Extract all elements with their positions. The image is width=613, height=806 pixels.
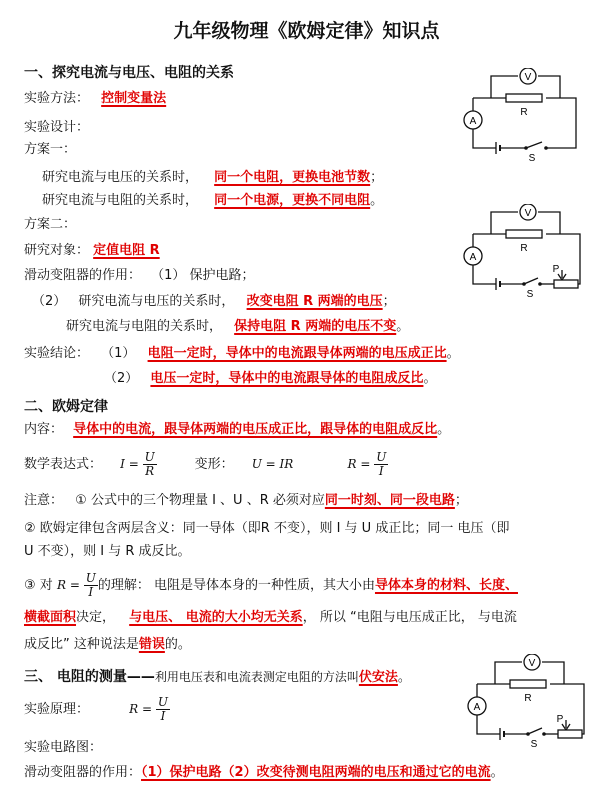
note3-line1 xyxy=(24,570,518,601)
rheostat-label: 滑动变阻器的作用： xyxy=(24,268,142,283)
resistor-label-2: R xyxy=(520,243,528,254)
note3-wrong: 错误 xyxy=(138,637,165,652)
note1-end: ； xyxy=(454,493,468,508)
rheostat-2-end: ； xyxy=(382,294,396,309)
note3-num: U xyxy=(85,571,96,585)
plan1-line2-end: 。 xyxy=(370,193,384,208)
conclusion-1-num: （1） xyxy=(101,346,136,361)
switch-label: S xyxy=(528,153,536,164)
law-content-row xyxy=(24,421,450,439)
note3-r: R xyxy=(56,578,66,592)
circuit-diagram-3 xyxy=(460,654,590,754)
plan1-line2 xyxy=(42,192,383,210)
plan2-label: 方案二： xyxy=(24,217,77,232)
note3-pre: ③ 对 xyxy=(24,578,53,593)
formula-main xyxy=(120,450,160,478)
conclusion-2-end: 。 xyxy=(423,371,437,386)
note3-answer3: 与电压、 电流的大小均无关系 xyxy=(129,610,303,625)
section3-heading-rest: 利用电压表和电流表测定电阻的方法叫 xyxy=(154,670,359,684)
conclusion-1: 电阻一定时，导体中的电流跟导体两端的电压成正比 xyxy=(147,346,447,361)
law-content-value: 导体中的电流，跟导体两端的电压成正比，跟导体的电阻成反比 xyxy=(73,422,438,437)
conclusion-2-num: （2） xyxy=(104,371,139,386)
formula-num: U xyxy=(144,450,155,464)
note3-line3 xyxy=(24,636,191,654)
resistor-label-3: R xyxy=(524,693,532,704)
resistor-symbol xyxy=(506,94,542,102)
section3-end: 。 xyxy=(397,670,411,685)
rheostat-3-text: 研究电流与电阻的关系时， xyxy=(66,319,223,334)
note3-fraction xyxy=(84,572,98,599)
principle-num: U xyxy=(157,695,169,709)
principle-r: R xyxy=(129,702,139,716)
switch-label-2: S xyxy=(526,289,534,300)
ammeter-label: A xyxy=(469,116,477,127)
s3-rheostat-label: 滑动变阻器的作用： xyxy=(24,765,142,780)
note2-line2: U 不变），则 I 与 R 成反比。 xyxy=(24,544,191,559)
s3-rheostat-value: （1）保护电路（2）改变待测电阻两端的电压和通过它的电流 xyxy=(141,765,491,780)
plan1-line2-answer: 同一个电源，更换不同电阻 xyxy=(214,193,371,208)
formula-label: 数学表达式： xyxy=(24,457,103,472)
design-label: 实验设计： xyxy=(24,120,90,135)
resistor-symbol-3 xyxy=(510,680,546,688)
note3-tail: ， 所以 “电阻与电压成正比， 与电流 xyxy=(302,610,517,625)
section3-heading-row xyxy=(24,668,411,687)
conclusion-label: 实验结论： xyxy=(24,346,90,361)
section2-heading: 二、欧姆定律 xyxy=(24,399,108,415)
slider-label-3: P xyxy=(556,714,564,725)
circuit-diagram-1 xyxy=(456,68,586,168)
note3-eq: = xyxy=(69,578,80,592)
method-label: 实验方法： xyxy=(24,91,90,106)
rheostat-row3 xyxy=(66,318,409,336)
plan1-line1-answer: 同一个电阻，更换电池节数 xyxy=(214,170,371,185)
conclusion-2: 电压一定时，导体中的电流跟导体的电阻成反比 xyxy=(150,371,424,386)
object-value: 定值电阻 R xyxy=(93,243,160,258)
rheostat-2-text: 研究电流与电压的关系时， xyxy=(78,294,235,309)
note1-answer: 同一时刻、同一段电路 xyxy=(324,493,455,508)
switch-label-3: S xyxy=(530,739,538,750)
note3-answer1: 导体本身的材料、长度、 xyxy=(374,578,518,593)
formula-r xyxy=(347,450,388,478)
voltmeter-label-3: V xyxy=(528,658,536,669)
law-content-label: 内容： xyxy=(24,422,64,437)
rheostat-2-num: （2） xyxy=(32,294,67,309)
note3-answer2: 横截面积 xyxy=(24,610,77,625)
section3-heading: 三、 电阻的测量—— xyxy=(24,669,155,685)
formula-eq: = xyxy=(128,457,139,471)
plan1-label: 方案一： xyxy=(24,142,77,157)
s3-rheostat-end: 。 xyxy=(490,765,504,780)
ammeter-label-2: A xyxy=(469,252,477,263)
formula-uir: U = IR xyxy=(251,457,294,471)
principle-row xyxy=(24,692,170,727)
plan1-line2-text: 研究电流与电阻的关系时， xyxy=(42,193,199,208)
resistor-label: R xyxy=(520,107,528,118)
rheostat-1: （1） 保护电路； xyxy=(151,268,255,283)
principle-label: 实验原理： xyxy=(24,702,90,717)
slider-label-2: P xyxy=(552,264,560,275)
s3-rheostat-row xyxy=(24,764,504,782)
note1-text: ① 公式中的三个物理量 I 、U 、R 必须对应 xyxy=(75,493,325,508)
note1-row xyxy=(24,492,468,510)
plan1-line1-text: 研究电流与电压的关系时， xyxy=(42,170,199,185)
formula-den: R xyxy=(145,464,155,478)
conclusion-row1 xyxy=(24,345,460,363)
note3-decide: 决定， xyxy=(76,610,116,625)
principle-den: I xyxy=(160,709,166,723)
note3-den: I xyxy=(88,585,94,599)
formula-r-fraction xyxy=(374,451,388,478)
rheostat-row1 xyxy=(24,267,255,285)
formula-i: I xyxy=(120,457,125,471)
section1-heading: 一、探究电流与电压、电阻的关系 xyxy=(24,65,234,81)
object-label: 研究对象： xyxy=(24,243,90,258)
formula-r-num: U xyxy=(376,450,387,464)
note3-line3-pre: 成反比” 这种说法是 xyxy=(24,637,139,652)
section3-method: 伏安法 xyxy=(358,670,398,685)
voltmeter-label: V xyxy=(524,72,532,83)
note-label: 注意： xyxy=(24,493,64,508)
principle-formula xyxy=(129,695,170,723)
ammeter-label-3: A xyxy=(473,702,481,713)
circuit-diagram-2 xyxy=(456,204,586,304)
plan1-line1-end: ； xyxy=(370,170,384,185)
object-row xyxy=(24,242,160,260)
principle-eq: = xyxy=(142,702,153,716)
formula-fraction xyxy=(143,451,157,478)
voltmeter-label-2: V xyxy=(524,208,532,219)
page-title: 九年级物理《欧姆定律》知识点 xyxy=(173,20,440,42)
rheostat-3-answer: 保持电阻 R 两端的电压不变 xyxy=(234,319,397,334)
rheostat-symbol-2 xyxy=(554,280,578,288)
transform-label: 变形： xyxy=(194,457,234,472)
plan1-line1 xyxy=(42,169,383,187)
note2-line1: ② 欧姆定律包含两层含义：同一导体（即R 不变），则 I 与 U 成正比；同一 电压（即 xyxy=(24,521,510,536)
circuit-diagram-label: 实验电路图： xyxy=(24,740,103,755)
rheostat-2-answer: 改变电阻 R 两端的电压 xyxy=(246,294,383,309)
rheostat-3-end: 。 xyxy=(396,319,410,334)
law-content-end: 。 xyxy=(437,422,451,437)
method-value: 控制变量法 xyxy=(101,91,167,106)
method-row xyxy=(24,90,166,108)
note3-formula xyxy=(56,571,98,599)
principle-fraction xyxy=(156,696,170,723)
formula-r-den: I xyxy=(378,464,384,478)
rheostat-row2 xyxy=(32,293,396,311)
conclusion-1-end: 。 xyxy=(446,346,460,361)
formula-r-eq: = xyxy=(360,457,371,471)
rheostat-symbol-3 xyxy=(558,730,582,738)
conclusion-row2 xyxy=(104,370,436,388)
note3-line2 xyxy=(24,609,517,627)
note3-mid: 的理解： 电阻是导体本身的一种性质，其大小由 xyxy=(97,578,375,593)
note3-line3-end: 的。 xyxy=(164,637,191,652)
formula-r-r: R xyxy=(347,457,357,471)
resistor-symbol-2 xyxy=(506,230,542,238)
formula-row xyxy=(24,447,388,482)
